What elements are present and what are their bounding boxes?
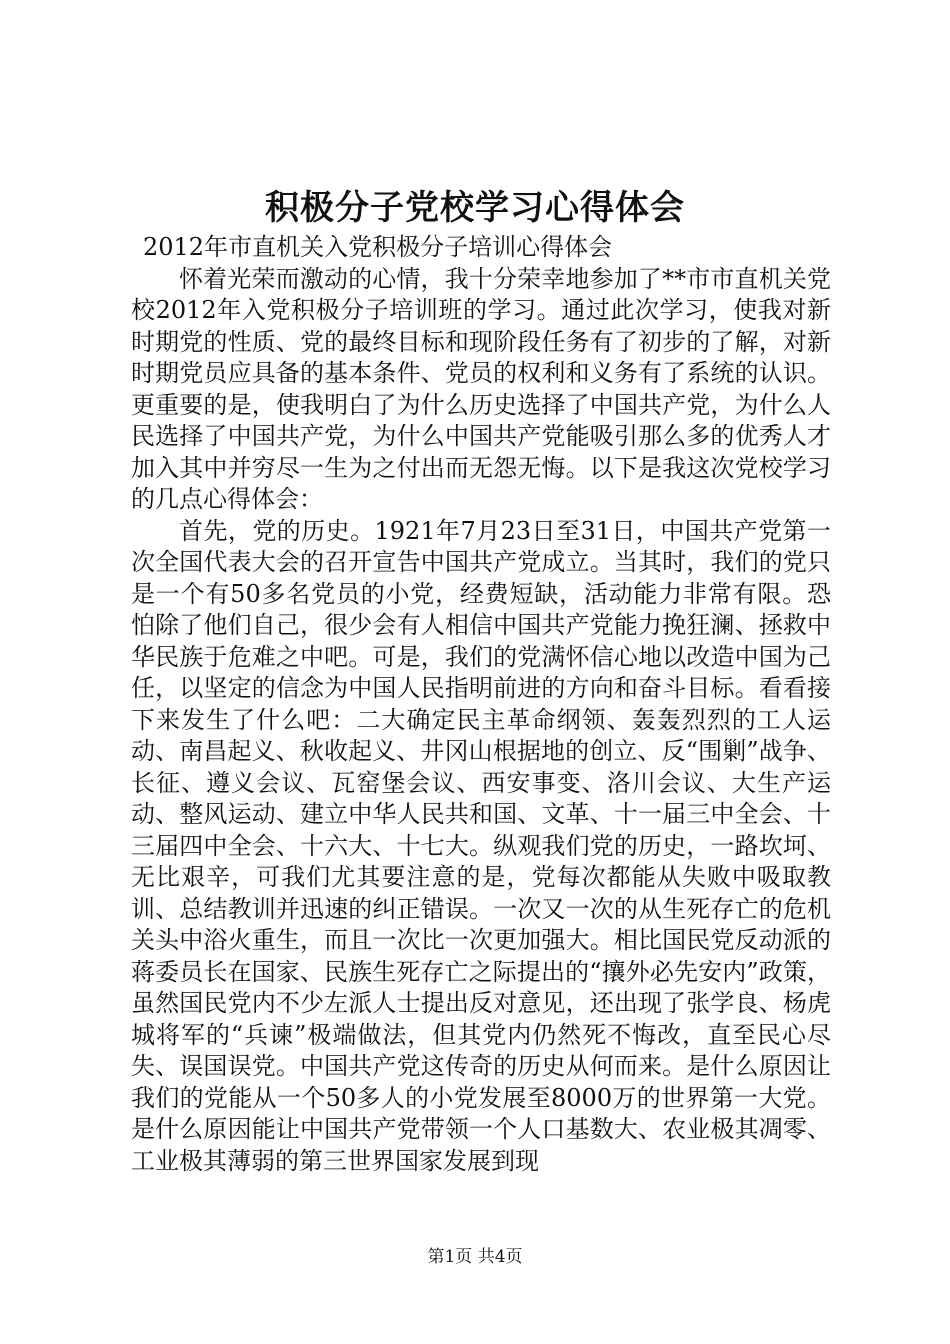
document-body bbox=[131, 232, 831, 1177]
document-subtitle: 2012年市直机关入党积极分子培训心得体会 bbox=[143, 233, 613, 261]
page-footer: 第1页 共4页 bbox=[427, 1247, 523, 1267]
paragraph-intro: 怀着光荣而激动的心情，我十分荣幸地参加了**市市直机关党校2012年入党积极分子培训班的学习。通过此次学习，使我对新时期党的性质、党的最终目标和现阶段任务有了初步的了解，对新时期党员应具备的基本条件、党员的权利和义务有了系统的认识。更重要的是，使我明白了为什么历史选择了中国共产党，为什么人民选择了中国共产党，为什么中国共产党能吸引那么多的优秀人才加入其中并穷尽一生为之付出而无怨无悔。以下是我这次党校学习的几点心得体会： bbox=[131, 264, 831, 513]
document-title: 积极分子党校学习心得体会 bbox=[265, 188, 685, 228]
paragraph-party-history: 首先，党的历史。1921年7月23日至31日，中国共产党第一次全国代表大会的召开宣告中国共产党成立。当其时，我们的党只是一个有50多名党员的小党，经费短缺，活动能力非常有限。恐怕除了他们自己，很少会有人相信中国共产党能力挽狂澜、拯救中华民族于危难之中吧。可是，我们的党满怀信心地以改造中国为己任，以坚定的信念为中国人民指明前进的方向和奋斗目标。看看接下来发生了什么吧：二大确定民主革命纲领、轰轰烈烈的工人运动、南昌起义、秋收起义、井冈山根据地的创立、反“围剿”战争、长征、遵义会议、瓦窑堡会议、西安事变、洛川会议、大生产运动、整风运动、建立中华人民共和国、文革、十一届三中全会、十三届四中全会、十六大、十七大。纵观我们党的历史，一路坎坷、无比艰辛，可我们尤其要注意的是，党每次都能从失败中吸取教训、总结教训并迅速的纠正错误。一次又一次的从生死存亡的危机关头中浴火重生，而且一次比一次更加强大。相比国民党反动派的蒋委员长在国家、民族生死存亡之际提出的“攘外必先安内”政策，虽然国民党内不少左派人士提出反对意见，还出现了张学良、杨虎城将军的“兵谏”极端做法，但其党内仍然死不悔改，直至民心尽失、误国误党。中国共产党这传奇的历史从何而来。是什么原因让我们的党能从一个50多人的小党发展至8000万的世界第一大党。是什么原因能让中国共产党带领一个人口基数大、农业极其凋零、工业极其薄弱的第三世界国家发展到现 bbox=[131, 516, 831, 1175]
